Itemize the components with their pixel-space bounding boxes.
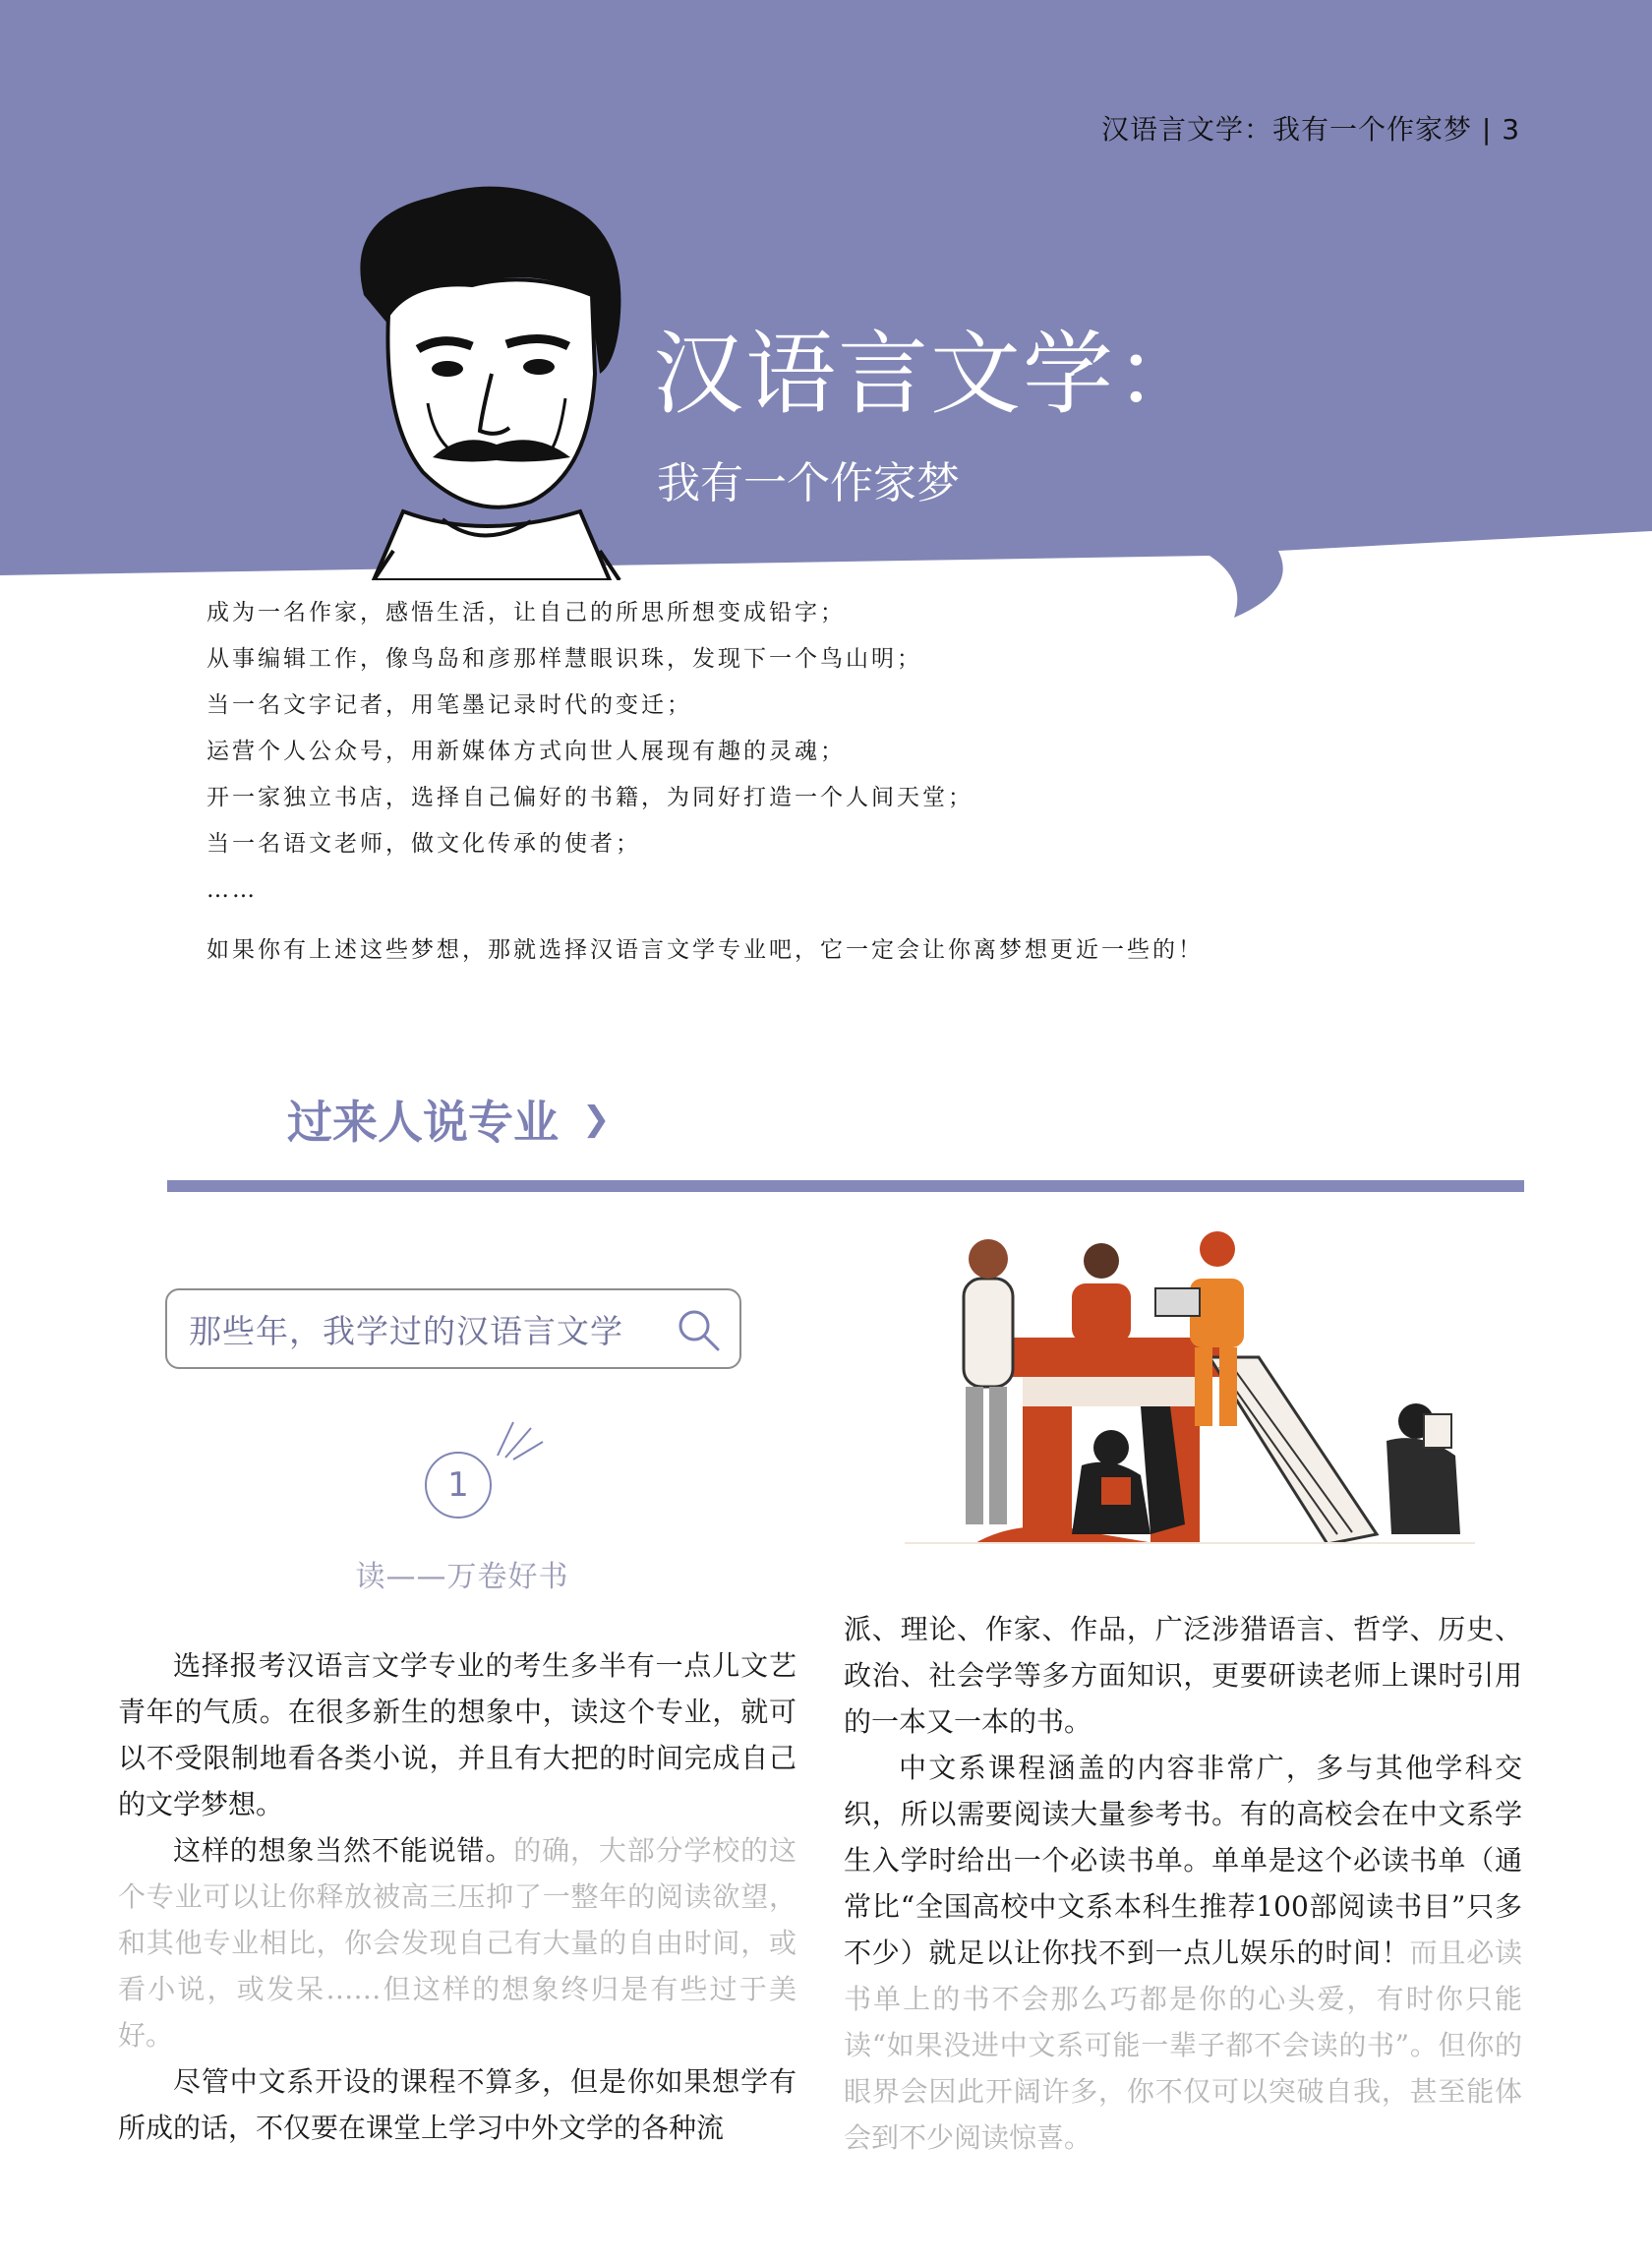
body-text-faded: 而且必读书单上的书不会那么巧都是你的心头爱，有时你只能读“如果没进中文系可能一辈子都不会读的书”。但你的眼界会因此开阔许多，你不仅可以突破自我，甚至能体会到不少阅读惊喜。	[844, 1936, 1522, 2154]
body-left-column	[118, 1642, 796, 2151]
body-text-dark: 中文系课程涵盖的内容非常广，多与其他学科交织，所以需要阅读大量参考书。有的高校会在中文系学生入学时给出一个必读书单。单单是这个必读书单（通常比“全国高校中文系本科生推荐100部阅读书目”只多不少）就足以让你找不到一点儿娱乐的时间！	[844, 1752, 1522, 1969]
intro-line: 从事编辑工作，像鸟岛和彦那样慧眼识珠，发现下一个鸟山明；	[206, 646, 922, 672]
intro-line: 成为一名作家，感悟生活，让自己的所思所想变成铅字；	[206, 600, 846, 626]
section-title	[287, 1087, 611, 1152]
sparkle-icon	[492, 1416, 545, 1461]
page-title: 汉语言文学：	[653, 322, 1209, 427]
intro-text	[206, 590, 1485, 974]
header-banner	[0, 0, 1652, 629]
page-subtitle: 我有一个作家梦	[657, 458, 960, 508]
body-right-column	[844, 1606, 1522, 2161]
body-paragraph: 派、理论、作家、作品，广泛涉猎语言、哲学、历史、政治、社会学等多方面知识，更要研读老师上课时引用的一本又一本的书。	[844, 1613, 1522, 1738]
topic-search-text: 那些年，我学过的汉语言文学	[189, 1311, 623, 1350]
section-divider	[167, 1180, 1524, 1192]
body-paragraph: 选择报考汉语言文学专业的考生多半有一点儿文艺青年的气质。在很多新生的想象中，读这个专业，就可以不受限制地看各类小说，并且有大把的时间完成自己的文学梦想。	[118, 1649, 796, 1820]
topic-search-box	[165, 1288, 741, 1369]
body-paragraph: 尽管中文系开设的课程不算多，但是你如果想学有所成的话，不仅要在课堂上学习中外文学的各种流	[118, 2065, 796, 2144]
step-label: 读——万卷好书	[355, 1560, 569, 1594]
chevron-right-icon: ❯	[582, 1100, 611, 1139]
intro-line: 当一名文字记者，用笔墨记录时代的变迁；	[206, 692, 692, 718]
reading-people-illustration	[905, 1220, 1475, 1544]
intro-line: 当一名语文老师，做文化传承的使者；	[206, 831, 641, 857]
body-paragraph	[844, 1745, 1522, 2161]
intro-line: 运营个人公众号，用新媒体方式向世人展现有趣的灵魂；	[206, 739, 846, 764]
intro-line: ……	[206, 877, 258, 903]
running-header: 汉语言文学：我有一个作家梦 | 3	[1101, 113, 1521, 146]
body-paragraph	[118, 1827, 796, 2058]
search-icon	[675, 1306, 722, 1353]
section-title-text: 过来人说专业	[287, 1096, 559, 1149]
intro-line: 开一家独立书店，选择自己偏好的书籍，为同好打造一个人间天堂；	[206, 785, 974, 810]
body-text-dark: 这样的想象当然不能说错。	[173, 1834, 514, 1867]
body-text-faded: 的确，大部分学校的这个专业可以让你释放被高三压抑了一整年的阅读欲望，和其他专业相比，你会发现自己有大量的自由时间，或看小说，或发呆……但这样的想象终归是有些过于美好。	[118, 1834, 796, 2052]
intro-closing: 如果你有上述这些梦想，那就选择汉语言文学专业吧，它一定会让你离梦想更近一些的！	[206, 937, 1204, 963]
step-number-badge: 1	[425, 1452, 492, 1519]
author-portrait-illustration	[334, 177, 649, 580]
